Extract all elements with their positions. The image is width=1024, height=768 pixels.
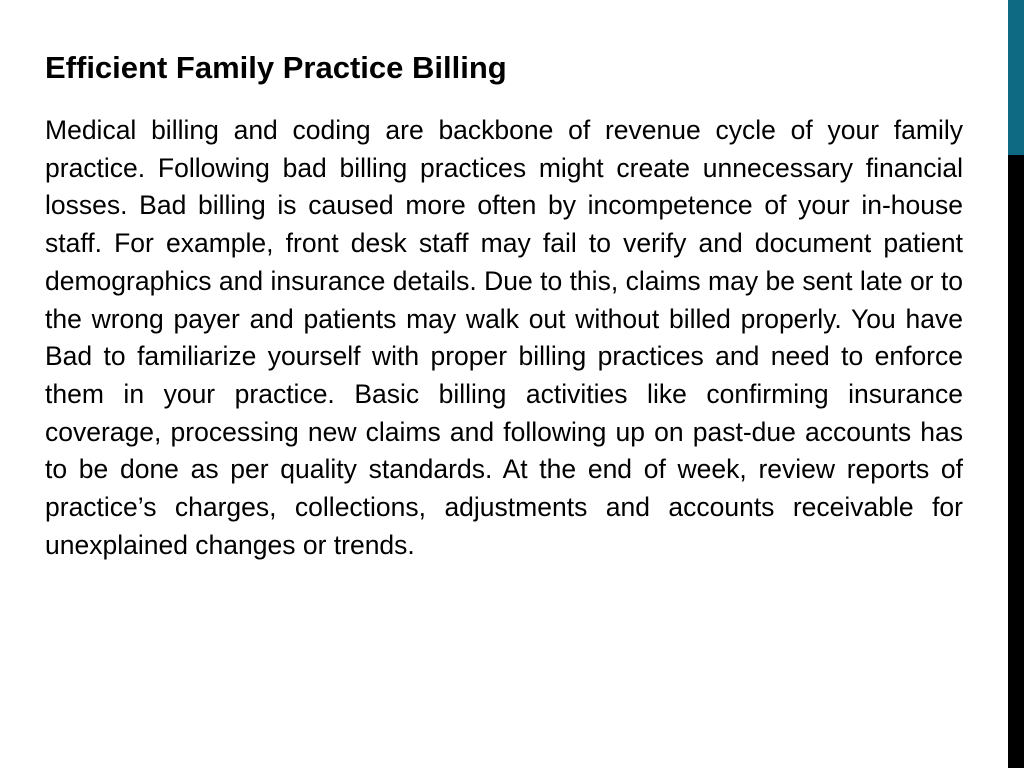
right-side-bar-accent [1008,0,1024,155]
slide-title: Efficient Family Practice Billing [45,50,507,85]
slide-body-text: Medical billing and coding are backbone of revenue cycle of your family practice. Following bad billing practices might create unnecessary financial losses. Bad billing is caused more often by incompetence of your in-house staff. For example, front desk staff may fail to verify and document patient demographics and insurance details. Due to this, claims may be sent late or to the wrong payer and patients may walk out without billed properly. You have Bad to familiarize yourself with proper billing practices and need to enforce them in your practice. Basic billing activities like confirming insurance coverage, processing new claims and following up on past-due accounts has to be done as per quality standards. At the end of week, review reports of practice’s charges, collections, adjustments and accounts receivable for unexplained changes or trends. [45,115,963,560]
right-side-bar [1008,0,1024,768]
slide-content [45,48,963,564]
